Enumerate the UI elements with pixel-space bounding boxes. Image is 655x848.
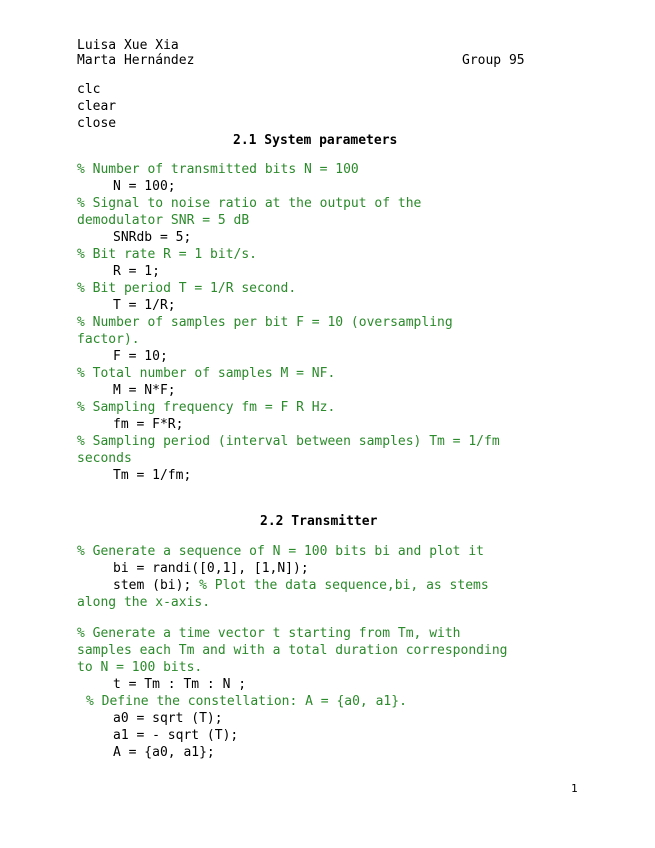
comment-line: % Define the constellation: A = {a0, a1}. bbox=[86, 694, 407, 709]
comment-line: % Sampling frequency fm = F R Hz. bbox=[77, 400, 336, 415]
code-line: a0 = sqrt (T); bbox=[113, 711, 223, 726]
code-line: A = {a0, a1}; bbox=[113, 745, 215, 760]
code-line: Tm = 1/fm; bbox=[113, 468, 192, 483]
code-line: N = 100; bbox=[113, 179, 176, 194]
comment-line: samples each Tm and with a total duration corresponding bbox=[77, 643, 508, 658]
code-line: t = Tm : Tm : N ; bbox=[113, 677, 247, 692]
comment-line: % Number of transmitted bits N = 100 bbox=[77, 162, 359, 177]
comment-line: demodulator SNR = 5 dB bbox=[77, 213, 250, 228]
code-line: M = N*F; bbox=[113, 383, 176, 398]
code-line-close: close bbox=[77, 116, 117, 131]
code-line-clear: clear bbox=[77, 99, 117, 114]
section-title-transmitter: 2.2 Transmitter bbox=[260, 514, 378, 529]
comment-line: % Signal to noise ratio at the output of the bbox=[77, 196, 422, 211]
section-title-system-parameters: 2.1 System parameters bbox=[233, 133, 398, 148]
code-line-stem bbox=[113, 577, 489, 594]
comment-line: % Sampling period (interval between samples) Tm = 1/fm bbox=[77, 434, 500, 449]
comment-line: % Generate a sequence of N = 100 bits bi and plot it bbox=[77, 544, 484, 559]
comment-line: seconds bbox=[77, 451, 132, 466]
comment-line: % Bit period T = 1/R second. bbox=[77, 281, 297, 296]
comment-line: % Generate a time vector t starting from Tm, with bbox=[77, 626, 461, 641]
comment-line: factor). bbox=[77, 332, 140, 347]
code-line: F = 10; bbox=[113, 349, 168, 364]
author-1: Luisa Xue Xia bbox=[77, 38, 179, 53]
page-number: 1 bbox=[571, 782, 578, 795]
code-line: T = 1/R; bbox=[113, 298, 176, 313]
author-2: Marta Hernández bbox=[77, 53, 195, 68]
comment-line: % Total number of samples M = NF. bbox=[77, 366, 336, 381]
comment-line: along the x-axis. bbox=[77, 595, 211, 610]
code-line: bi = randi([0,1], [1,N]); bbox=[113, 561, 309, 576]
comment-line: % Number of samples per bit F = 10 (oversampling bbox=[77, 315, 453, 330]
code-line: R = 1; bbox=[113, 264, 160, 279]
stem-comment: % Plot the data sequence,bi, as stems bbox=[199, 578, 489, 593]
code-line: SNRdb = 5; bbox=[113, 230, 192, 245]
code-line: fm = F*R; bbox=[113, 417, 184, 432]
group-label: Group 95 bbox=[462, 53, 525, 68]
code-line-clc: clc bbox=[77, 82, 101, 97]
comment-line: to N = 100 bits. bbox=[77, 660, 203, 675]
comment-line: % Bit rate R = 1 bit/s. bbox=[77, 247, 258, 262]
stem-code: stem (bi); bbox=[113, 578, 200, 593]
code-line: a1 = - sqrt (T); bbox=[113, 728, 239, 743]
